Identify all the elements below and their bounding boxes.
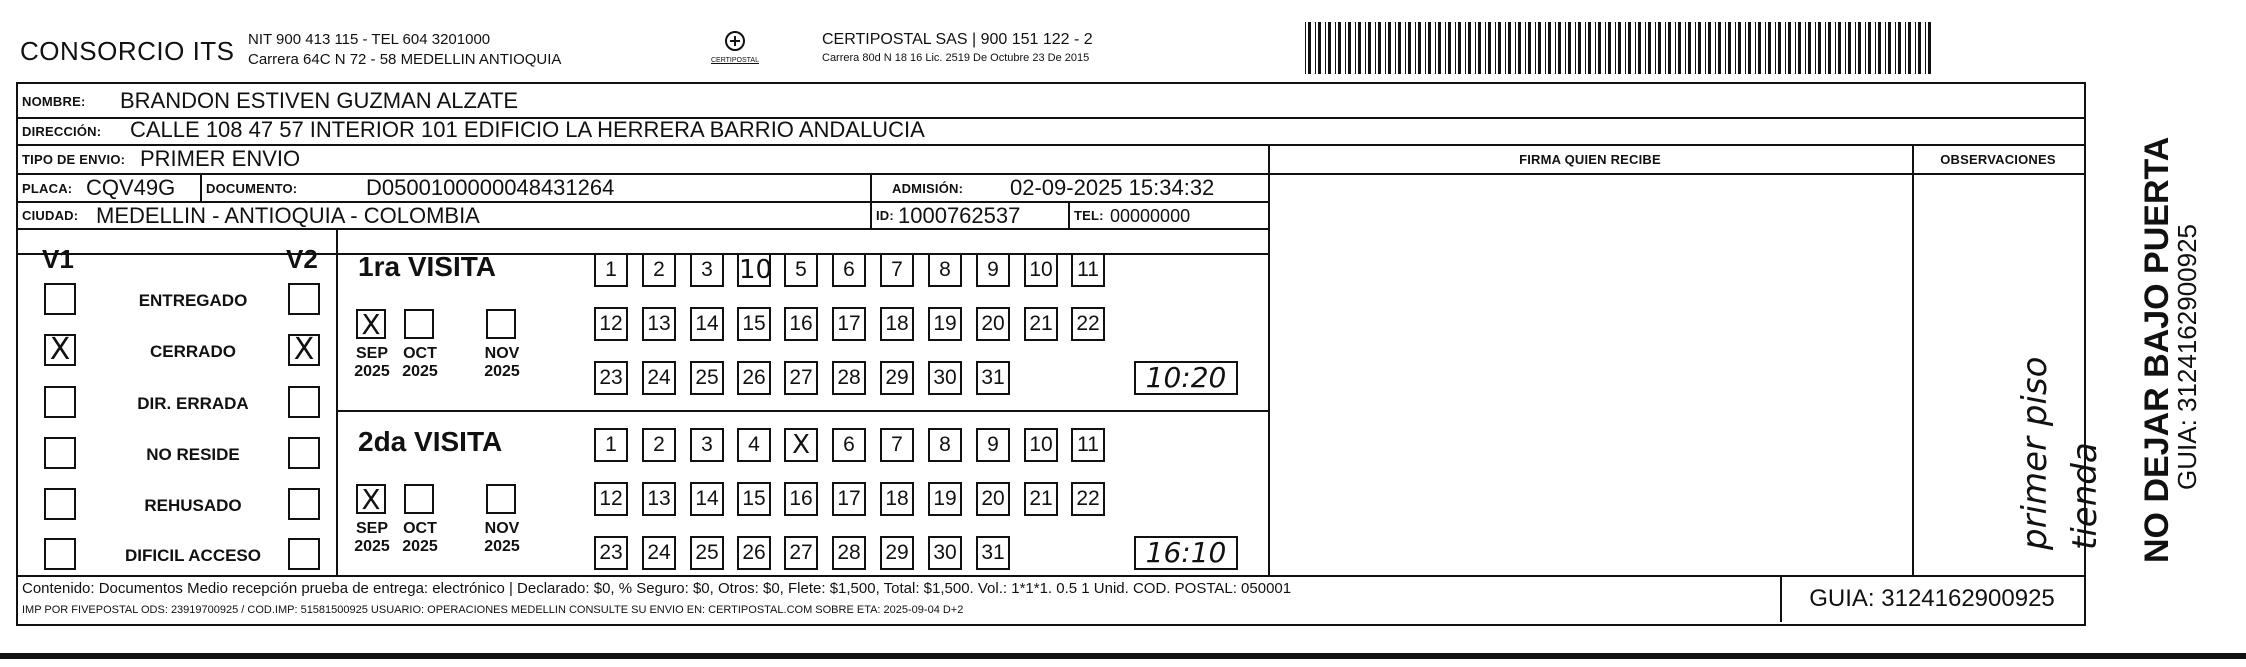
status-label: NO RESIDE [146, 445, 240, 464]
v1-checkbox[interactable] [44, 488, 76, 520]
visit-time[interactable]: 16:10 [1134, 536, 1238, 570]
month-mark: X [361, 308, 381, 341]
day-box[interactable]: 22 [1071, 482, 1105, 516]
day-box[interactable]: 3 [690, 253, 724, 287]
month-name: OCT [403, 520, 437, 537]
day-box[interactable]: 31 [976, 536, 1010, 570]
v2-header: V2 [286, 244, 318, 274]
day-box[interactable]: 18 [880, 307, 914, 341]
firma-label: FIRMA QUIEN RECIBE [1519, 152, 1661, 167]
v1-checkbox[interactable] [44, 334, 76, 366]
tipo-value: PRIMER ENVIO [140, 146, 301, 171]
observation-handwriting: primer piso tienda [2015, 356, 2105, 550]
v1-checkbox[interactable] [44, 538, 76, 570]
day-box[interactable]: 29 [880, 536, 914, 570]
day-box[interactable]: 14 [690, 307, 724, 341]
day-box[interactable]: 7 [880, 428, 914, 462]
status-label: DIR. ERRADA [137, 394, 249, 413]
month-name: OCT [403, 345, 437, 362]
day-box[interactable]: 20 [976, 482, 1010, 516]
day-box[interactable]: 21 [1024, 307, 1058, 341]
status-label: REHUSADO [144, 496, 242, 515]
day-box[interactable]: 22 [1071, 307, 1105, 341]
day-box[interactable]: 8 [928, 253, 962, 287]
day-box[interactable]: 6 [832, 253, 866, 287]
documento-value: D0500100000048431264 [366, 175, 615, 200]
v2-checkbox[interactable] [288, 538, 320, 570]
month-year: 2025 [354, 538, 390, 555]
day-box[interactable]: 30 [928, 536, 962, 570]
month-checkbox[interactable] [486, 484, 516, 514]
placa-label: PLACA: [22, 181, 73, 196]
day-box[interactable]: 30 [928, 361, 962, 395]
day-box[interactable]: 16 [784, 307, 818, 341]
month-name: SEP [355, 520, 388, 537]
day-box[interactable]: 15 [737, 482, 771, 516]
documento-label: DOCUMENTO: [206, 181, 298, 196]
footer-content: Contenido: Documentos Medio recepción prueba de entrega: electrónico | Declarado: $0, % Seguro: $0, Otros: $0, Flete: $1,500, Total: $1,500. Vol.: 1*1*1. 0.5 1 Unid. COD. POSTAL: 050001 [22, 580, 1292, 597]
month-year: 2025 [402, 363, 438, 380]
month-checkbox[interactable] [404, 484, 434, 514]
carrier-line-1: CERTIPOSTAL SAS | 900 151 122 - 2 [822, 31, 1093, 48]
barcode [1305, 22, 1935, 74]
placa-value: CQV49G [86, 175, 176, 200]
v1-checkbox[interactable] [44, 283, 76, 315]
direccion-label: DIRECCIÓN: [22, 124, 102, 139]
day-box[interactable]: 24 [642, 536, 676, 570]
day-box[interactable]: 10 [1024, 428, 1058, 462]
day-box[interactable]: 20 [976, 307, 1010, 341]
month-label [396, 345, 444, 381]
side-warning: NO DEJAR BAJO PUERTA [2138, 136, 2176, 563]
day-box[interactable]: 18 [880, 482, 914, 516]
visit-title: 2da VISITA [358, 426, 503, 457]
admision-value: 02-09-2025 15:34:32 [1010, 175, 1215, 200]
day-box[interactable]: X [784, 428, 818, 462]
day-box[interactable]: 2 [642, 428, 676, 462]
day-box[interactable]: 11 [1071, 253, 1105, 287]
day-box[interactable]: 10 [1024, 253, 1058, 287]
id-value: 1000762537 [898, 203, 1021, 228]
day-box[interactable]: 2 [642, 253, 676, 287]
tel-value: 00000000 [1110, 206, 1191, 226]
day-box[interactable]: 13 [642, 482, 676, 516]
id-label: ID: [876, 208, 894, 223]
nombre-value: BRANDON ESTIVEN GUZMAN ALZATE [120, 88, 519, 113]
logo-icon [722, 30, 748, 52]
month-name: SEP [355, 345, 388, 362]
day-box[interactable]: 31 [976, 361, 1010, 395]
day-box[interactable]: 28 [832, 536, 866, 570]
day-box[interactable]: 11 [1071, 428, 1105, 462]
day-box[interactable]: 26 [737, 536, 771, 570]
visit-title: 1ra VISITA [358, 251, 496, 282]
day-box[interactable]: 4 [737, 428, 771, 462]
day-box[interactable]: 10 [739, 255, 773, 285]
day-box[interactable]: 7 [880, 253, 914, 287]
certipostal-logo [710, 30, 760, 64]
day-box[interactable]: 3 [690, 428, 724, 462]
day-box[interactable]: 6 [832, 428, 866, 462]
day-box[interactable]: 17 [832, 307, 866, 341]
v2-checkbox[interactable] [288, 334, 320, 366]
day-box[interactable]: 8 [928, 428, 962, 462]
v2-checkbox[interactable] [288, 488, 320, 520]
ciudad-label: CIUDAD: [22, 208, 79, 223]
day-box[interactable]: 14 [690, 482, 724, 516]
day-box[interactable]: 28 [832, 361, 866, 395]
ciudad-value: MEDELLIN - ANTIOQUIA - COLOMBIA [96, 203, 480, 228]
day-box[interactable]: 13 [642, 307, 676, 341]
tel-label: TEL: [1074, 208, 1104, 223]
footer-imprint: IMP POR FIVEPOSTAL ODS: 23919700925 / COD.IMP: 51581500925 USUARIO: OPERACIONES MEDELLIN CONSULTE SU ENVIO EN: CERTIPOSTAL.COM SOBRE ETA: 2025-09-04 D+2 [22, 604, 964, 616]
company-line-2: Carrera 64C N 72 - 58 MEDELLIN ANTIOQUIA [248, 51, 562, 68]
day-box[interactable]: 15 [737, 307, 771, 341]
month-label [348, 345, 396, 381]
month-label [478, 520, 526, 556]
day-box[interactable]: 19 [928, 482, 962, 516]
day-box[interactable]: 21 [1024, 482, 1058, 516]
day-box[interactable]: 26 [737, 361, 771, 395]
month-label [478, 345, 526, 381]
bottom-rule [0, 653, 2246, 659]
day-box[interactable]: 27 [784, 536, 818, 570]
v2-checkbox[interactable] [288, 283, 320, 315]
day-box[interactable]: 25 [690, 361, 724, 395]
month-name: NOV [484, 345, 520, 362]
day-box[interactable]: 24 [642, 361, 676, 395]
v2-checkbox[interactable] [288, 386, 320, 418]
v1-mark: X [49, 332, 71, 367]
nombre-label: NOMBRE: [22, 94, 86, 109]
v2-mark: X [293, 332, 315, 367]
day-box[interactable]: 19 [928, 307, 962, 341]
month-year: 2025 [484, 538, 520, 555]
day-box[interactable]: 5 [784, 253, 818, 287]
footer-guia: GUIA: 3124162900925 [1809, 585, 2055, 612]
day-box[interactable]: 23 [594, 536, 628, 570]
day-box[interactable]: 17 [832, 482, 866, 516]
company-line-1: NIT 900 413 115 - TEL 604 3201000 [248, 31, 491, 48]
v1-header: V1 [42, 244, 74, 274]
logo-text: CERTIPOSTAL [711, 57, 759, 64]
day-box[interactable]: 23 [594, 361, 628, 395]
side-guia: GUIA: 3124162900925 [2172, 224, 2202, 490]
month-mark: X [361, 483, 381, 516]
observaciones-label: OBSERVACIONES [1940, 152, 2056, 167]
company-name: CONSORCIO ITS [20, 36, 235, 66]
status-label: CERRADO [150, 342, 236, 361]
month-name: NOV [484, 520, 520, 537]
month-year: 2025 [354, 363, 390, 380]
day-box[interactable]: 25 [690, 536, 724, 570]
day-box[interactable]: 12 [594, 482, 628, 516]
month-year: 2025 [484, 363, 520, 380]
day-box[interactable]: 29 [880, 361, 914, 395]
day-box[interactable]: 16 [784, 482, 818, 516]
status-label: ENTREGADO [138, 291, 248, 310]
month-label [348, 520, 396, 556]
day-box[interactable]: 9 [976, 253, 1010, 287]
day-box[interactable]: 12 [594, 307, 628, 341]
v1-checkbox[interactable] [44, 386, 76, 418]
day-box[interactable]: 1 [594, 253, 628, 287]
month-checkbox[interactable] [356, 309, 386, 339]
day-box[interactable]: 1 [594, 428, 628, 462]
status-label: DIFICIL ACCESO [124, 546, 261, 565]
carrier-line-2: Carrera 80d N 18 16 Lic. 2519 De Octubre 23 De 2015 [822, 52, 1090, 64]
v2-checkbox[interactable] [288, 437, 320, 469]
month-checkbox[interactable] [356, 484, 386, 514]
month-checkbox[interactable] [486, 309, 516, 339]
admision-label: ADMISIÓN: [892, 181, 964, 196]
month-label [396, 520, 444, 556]
tipo-label: TIPO DE ENVIO: [22, 152, 126, 167]
month-year: 2025 [402, 538, 438, 555]
day-box[interactable]: 9 [976, 428, 1010, 462]
visit-time[interactable]: 10:20 [1134, 361, 1238, 395]
month-checkbox[interactable] [404, 309, 434, 339]
direccion-value: CALLE 108 47 57 INTERIOR 101 EDIFICIO LA HERRERA BARRIO ANDALUCIA [130, 117, 925, 142]
v1-checkbox[interactable] [44, 437, 76, 469]
day-box[interactable]: 27 [784, 361, 818, 395]
